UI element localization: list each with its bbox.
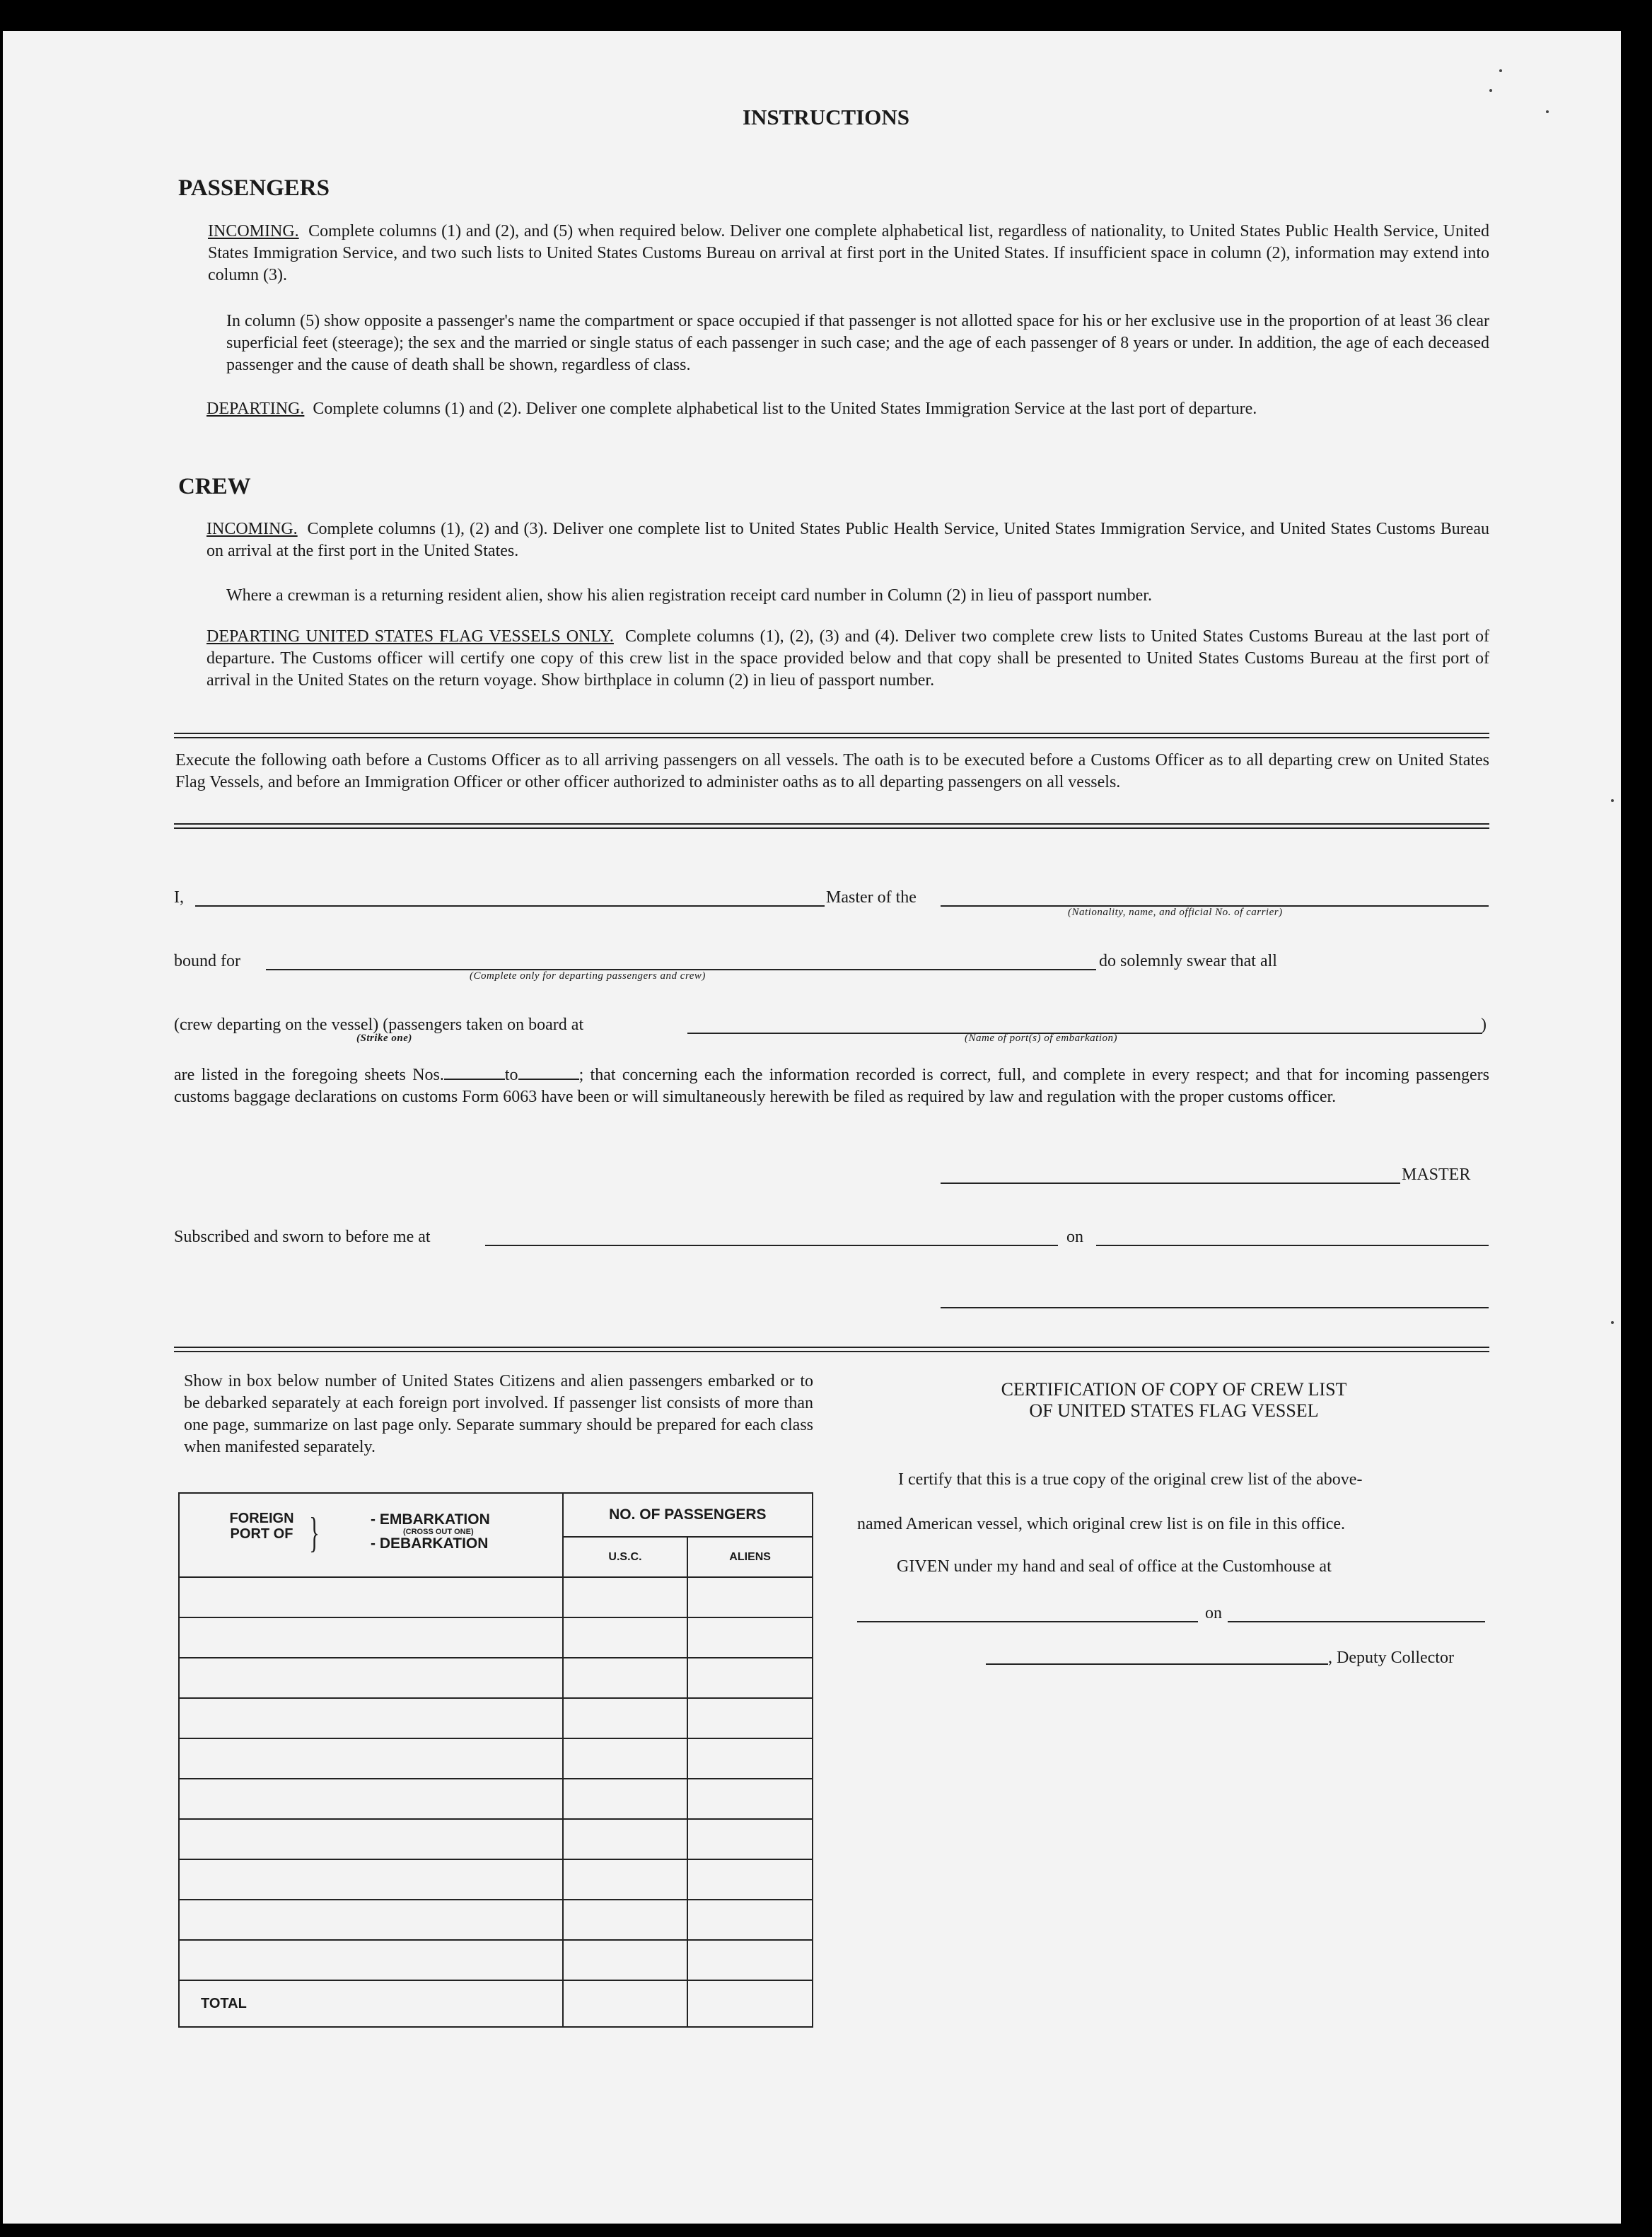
strike-one: (Strike one): [356, 1033, 412, 1044]
usc-total-cell[interactable]: [563, 1980, 688, 2027]
no-of-passengers-header: NO. OF PASSENGERS: [563, 1493, 813, 1537]
passengers-incoming: [208, 221, 1489, 286]
sworn-date-field[interactable]: [1096, 1225, 1489, 1246]
cert-on: on: [1205, 1604, 1222, 1622]
incoming-text: Complete columns (1) and (2), and (5) when required below. Deliver one complete alphabetical list, regardless of nationality, to United States Public Health Service, United States Immigration Service, and two such lists to United States Customs Bureau on arrival at first port in the United States. If insufficient space in column (2), information may extend into column (3).: [208, 222, 1489, 284]
usc-cell[interactable]: [563, 1617, 688, 1658]
embarkation: - EMBARKATION: [371, 1511, 490, 1528]
bound-caption: (Complete only for departing passengers and crew): [470, 970, 706, 982]
cert-title-line2: OF UNITED STATES FLAG VESSEL: [1029, 1400, 1319, 1421]
aliens-cell[interactable]: [687, 1859, 813, 1900]
passengers-heading: PASSENGERS: [178, 175, 330, 201]
usc-cell[interactable]: [563, 1940, 688, 1980]
bound-for-field[interactable]: [266, 949, 1096, 970]
aliens-cell[interactable]: [687, 1658, 813, 1698]
sworn-place-field[interactable]: [485, 1225, 1058, 1246]
departing-label: DEPARTING.: [206, 400, 305, 418]
incoming-label: INCOMING.: [208, 222, 299, 240]
usc-cell[interactable]: [563, 1577, 688, 1617]
aliens-cell[interactable]: [687, 1617, 813, 1658]
sheet-from-field[interactable]: [444, 1079, 505, 1080]
usc-cell[interactable]: [563, 1738, 688, 1779]
crew-departing-label: DEPARTING UNITED STATES FLAG VESSELS ONLY.: [206, 627, 614, 646]
subscribed: Subscribed and sworn to before me at: [174, 1228, 431, 1246]
port-cell[interactable]: [179, 1698, 563, 1738]
passenger-summary-table: [178, 1492, 813, 2028]
swear: do solemnly swear that all: [1099, 952, 1277, 970]
passengers-departing: [206, 398, 1489, 420]
usc-cell[interactable]: [563, 1698, 688, 1738]
aliens-cell[interactable]: [687, 1779, 813, 1819]
port-cell[interactable]: [179, 1819, 563, 1859]
crew-departing-text: Complete columns (1), (2), (3) and (4). Deliver two complete crew lists to United States Customs Bureau at the last port of departure. The Customs officer will certify one copy of this crew list in the space provided below and that copy shall be presented to United States Customs Bureau at the first port of arrival in the United States on the return voyage. Show birthplace in column (2) in lieu of passport number.: [206, 627, 1489, 690]
passengers-column5: In column (5) show opposite a passenger's name the compartment or space occupied if that passenger is not allotted space for his or her exclusive use in the proportion of at least 36 clear superficial feet (steerage); the sex and the married or single status of each passenger in such case; and the age of each passenger of 8 years or under. In addition, the age of each deceased passenger and the cause of death shall be shown, regardless of class.: [226, 312, 1489, 374]
close-paren: ): [1481, 1016, 1487, 1034]
port-cell[interactable]: [179, 1577, 563, 1617]
deputy-signature-field[interactable]: [986, 1645, 1328, 1665]
cert-title-line1: CERTIFICATION OF COPY OF CREW LIST: [1001, 1379, 1347, 1400]
deputy-collector: , Deputy Collector: [1328, 1649, 1454, 1667]
crew-incoming-label: INCOMING.: [206, 520, 298, 538]
carrier-caption: (Nationality, name, and official No. of carrier): [1068, 907, 1283, 918]
divider: [174, 827, 1489, 829]
port-cell[interactable]: [179, 1617, 563, 1658]
aliens-cell[interactable]: [687, 1698, 813, 1738]
departing-text: Complete columns (1) and (2). Deliver one complete alphabetical list to the United States Immigration Service at the last port of departure.: [313, 400, 1257, 418]
customhouse-field[interactable]: [857, 1603, 1198, 1622]
master-label: MASTER: [1402, 1166, 1471, 1184]
listed-suffix: ; that concerning each the information recorded is correct, full, and complete in every respect; and that for incoming passengers customs baggage declarations on customs Form 6063 have been or will simultaneously herewith be filed as required by law and regulation with the proper customs officer.: [174, 1066, 1489, 1106]
crew-passengers: (crew departing on the vessel) (passengers taken on board at: [174, 1016, 584, 1034]
port-cell[interactable]: [179, 1940, 563, 1980]
cross-out-one: (CROSS OUT ONE): [403, 1528, 474, 1536]
aliens-cell[interactable]: [687, 1819, 813, 1859]
usc-cell[interactable]: [563, 1819, 688, 1859]
cert-line2: named American vessel, which original crew list is on file in this office.: [857, 1515, 1346, 1533]
port-cell[interactable]: [179, 1738, 563, 1779]
master-of-the: Master of the: [826, 888, 917, 907]
listed-paragraph: [174, 1064, 1489, 1108]
crew-incoming-text: Complete columns (1), (2) and (3). Deliver one complete list to United States Public Health Service, United States Immigration Service, and United States Customs Bureau on arrival at the first port in the United States.: [206, 520, 1489, 560]
master-signature-field[interactable]: [941, 1163, 1400, 1184]
aliens-cell[interactable]: [687, 1900, 813, 1940]
debarkation: - DEBARKATION: [371, 1535, 489, 1552]
oath-i: I,: [174, 888, 184, 907]
certification-title: [856, 1379, 1492, 1422]
aliens-header: ALIENS: [687, 1537, 813, 1577]
port-cell[interactable]: [179, 1779, 563, 1819]
port-header-cell: [179, 1493, 563, 1577]
crew-departing: [206, 626, 1489, 692]
aliens-cell[interactable]: [687, 1940, 813, 1980]
divider: [174, 733, 1489, 734]
divider: [174, 823, 1489, 825]
summary-instructions: Show in box below number of United States Citizens and alien passengers embarked or to be debarked separately at each foreign port involved. If passenger list consists of more than one page, summarize on last page only. Separate summary should be prepared for each class when manifested separately.: [184, 1372, 813, 1456]
sheet-to-field[interactable]: [518, 1079, 579, 1080]
cert-date-field[interactable]: [1228, 1603, 1485, 1622]
usc-cell[interactable]: [563, 1900, 688, 1940]
crew-resident: Where a crewman is a returning resident alien, show his alien registration receipt card number in Column (2) in lieu of passport number.: [226, 586, 1152, 605]
divider: [174, 1351, 1489, 1352]
foreign-port-of: FOREIGN PORT OF: [229, 1511, 294, 1542]
embarkation-ports-field[interactable]: [687, 1013, 1482, 1034]
usc-cell[interactable]: [563, 1859, 688, 1900]
divider: [174, 737, 1489, 738]
ports-caption: (Name of port(s) of embarkation): [965, 1033, 1117, 1044]
listed-to: to: [504, 1066, 518, 1084]
cert-line3: GIVEN under my hand and seal of office at the Customhouse at: [897, 1557, 1332, 1576]
oath-on: on: [1066, 1228, 1083, 1246]
aliens-cell[interactable]: [687, 1577, 813, 1617]
scan-speck: [1611, 1321, 1614, 1324]
scan-speck: [1499, 69, 1502, 72]
brace-icon: }: [309, 1509, 320, 1556]
cert-line1: I certify that this is a true copy of the original crew list of the above-: [898, 1470, 1363, 1489]
port-cell[interactable]: [179, 1900, 563, 1940]
page-title: INSTRUCTIONS: [742, 105, 909, 129]
bound-for: bound for: [174, 952, 240, 970]
carrier-field[interactable]: [941, 885, 1489, 907]
oath-intro: Execute the following oath before a Customs Officer as to all arriving passengers on all vessels. The oath is to be executed before a Customs Officer as to all departing crew on United States Flag Vessels, and before an Immigration Officer or other officer authorized to administer oaths as to all departing passengers on all vessels.: [175, 751, 1489, 791]
listed-prefix: are listed in the foregoing sheets Nos.: [174, 1066, 444, 1084]
total-label: TOTAL: [179, 1980, 563, 2027]
aliens-total-cell[interactable]: [687, 1980, 813, 2027]
scan-speck: [1489, 89, 1492, 92]
crew-incoming: [206, 518, 1489, 562]
aliens-cell[interactable]: [687, 1738, 813, 1779]
divider: [174, 1347, 1489, 1348]
port-cell[interactable]: [179, 1859, 563, 1900]
crew-heading: CREW: [178, 474, 251, 499]
master-name-field[interactable]: [195, 885, 825, 907]
usc-header: U.S.C.: [563, 1537, 688, 1577]
scan-speck: [1611, 799, 1614, 802]
port-cell[interactable]: [179, 1658, 563, 1698]
usc-cell[interactable]: [563, 1658, 688, 1698]
officer-signature-field[interactable]: [941, 1290, 1489, 1308]
usc-cell[interactable]: [563, 1779, 688, 1819]
